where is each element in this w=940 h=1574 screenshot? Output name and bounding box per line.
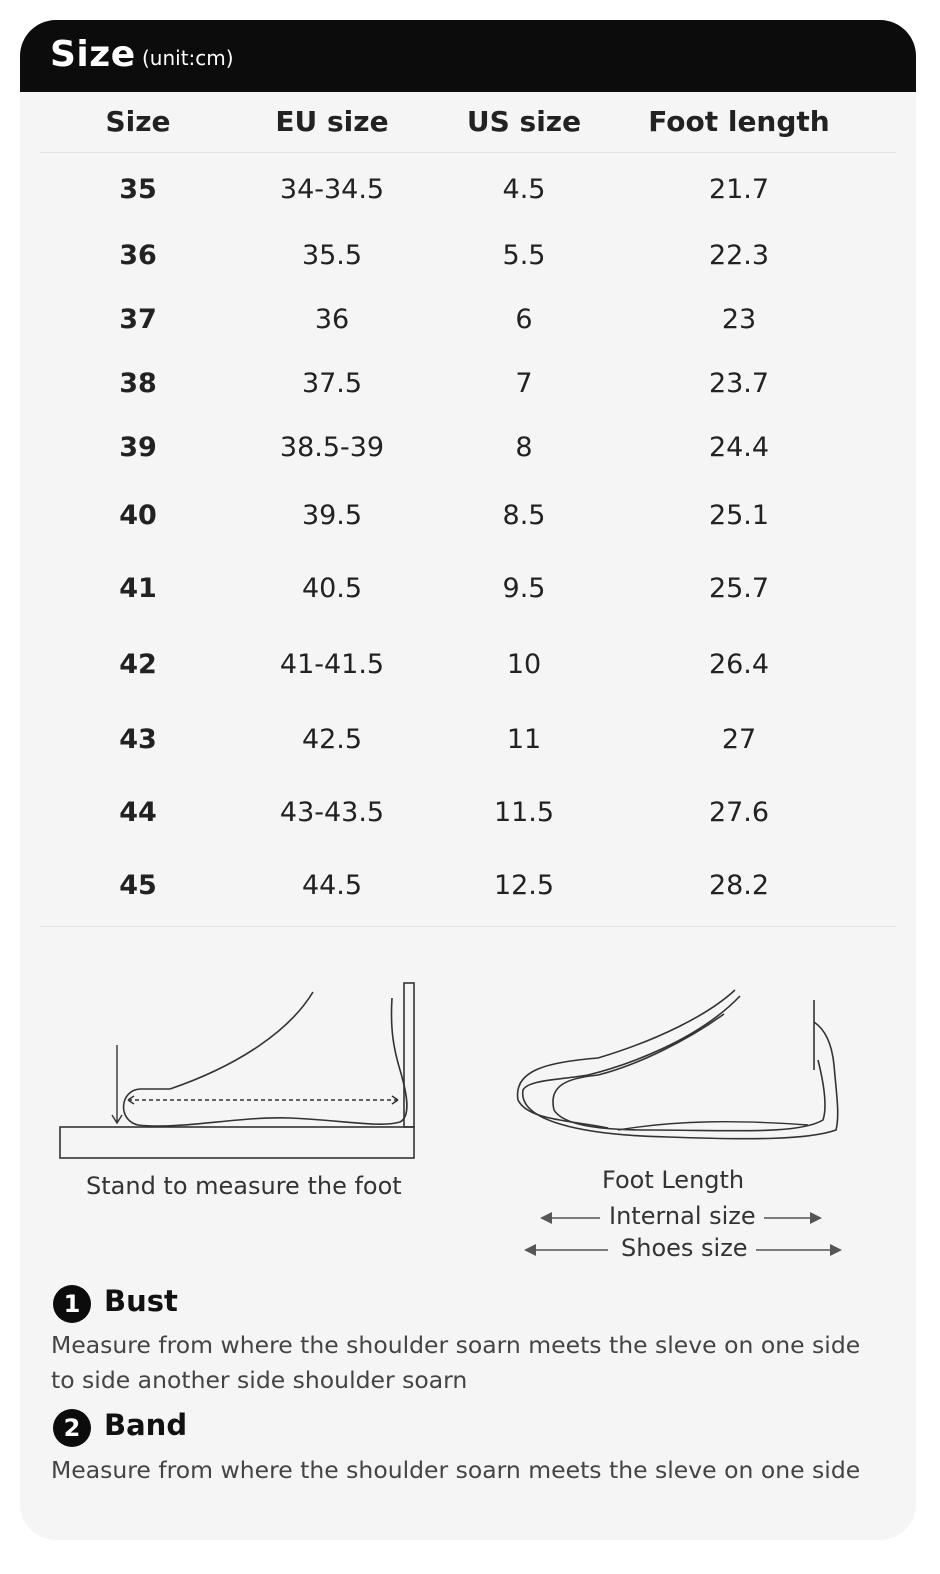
eu-size-cell: 43-43.5 [279,797,385,828]
size-cell: 40 [119,500,157,531]
note-title-band: Band [104,1408,188,1442]
header-divider [40,152,896,153]
measure-board [60,1127,414,1158]
us-size-cell: 11.5 [493,797,555,828]
foot-outline [124,998,407,1126]
size-cell: 44 [119,797,157,828]
eu-size-cell: 42.5 [301,724,363,755]
foot-length-cell: 23.7 [708,368,770,399]
size-cell: 38 [119,368,157,399]
shoes-size-label: Shoes size [621,1234,748,1262]
eu-size-cell: 44.5 [301,870,363,901]
eu-size-cell: 40.5 [301,573,363,604]
eu-size-cell: 35.5 [301,240,363,271]
foot-length-cell: 24.4 [708,432,770,463]
size-cell: 42 [119,649,157,680]
stand-measure-caption: Stand to measure the foot [86,1172,402,1200]
foot-length-cell: 25.7 [708,573,770,604]
note-number-badge: 2 [53,1409,91,1447]
size-cell: 36 [119,240,157,271]
foot-length-cell: 25.1 [708,500,770,531]
foot-length-cell: 22.3 [708,240,770,271]
foot-length-cell: 28.2 [708,870,770,901]
leg-outline [170,992,313,1089]
shoe-size-illustration [468,970,916,1170]
foot-length-cell: 23 [721,304,757,335]
foot-length-title: Foot Length [602,1166,745,1194]
us-size-cell: 8.5 [502,500,546,531]
internal-size-label: Internal size [609,1202,756,1230]
chart-unit: (unit:cm) [142,46,234,70]
foot-length-cell: 21.7 [708,174,770,205]
column-header-us-size: US size [466,105,582,138]
us-size-cell: 6 [515,304,533,335]
size-cell: 45 [119,870,157,901]
table-bottom-divider [40,926,896,927]
shoe-insole-outline [553,1014,825,1131]
note-number-badge: 1 [53,1285,91,1323]
size-chart-card [20,20,916,1540]
eu-size-cell: 36 [314,304,350,335]
chart-title: Size [50,34,136,75]
shoe-upper-outline [518,990,735,1128]
note-title-bust: Bust [104,1284,178,1318]
note-text-line: Measure from where the shoulder soarn meets the sleve on one side [51,1331,861,1359]
column-header-eu-size: EU size [275,105,389,138]
note-text-line: Measure from where the shoulder soarn meets the sleve on one side [51,1456,861,1484]
foot-length-cell: 26.4 [708,649,770,680]
us-size-cell: 12.5 [493,870,555,901]
shoe-outer-outline [523,996,838,1139]
us-size-cell: 5.5 [502,240,546,271]
us-size-cell: 4.5 [502,174,546,205]
us-size-cell: 11 [506,724,542,755]
eu-size-cell: 41-41.5 [279,649,385,680]
us-size-cell: 10 [506,649,542,680]
eu-size-cell: 34-34.5 [279,174,385,205]
eu-size-cell: 38.5-39 [279,432,385,463]
note-text-line: to side another side shoulder soarn [51,1366,468,1394]
size-cell: 39 [119,432,157,463]
foot-length-cell: 27 [721,724,757,755]
chart-header [20,20,916,92]
us-size-cell: 9.5 [502,573,546,604]
eu-size-cell: 39.5 [301,500,363,531]
foot-length-cell: 27.6 [708,797,770,828]
column-header-foot-length: Foot length [648,105,830,138]
us-size-cell: 7 [515,368,533,399]
measure-wall [404,983,414,1127]
size-cell: 41 [119,573,157,604]
sole-inner-line [618,1122,808,1130]
eu-size-cell: 37.5 [301,368,363,399]
us-size-cell: 8 [515,432,533,463]
stand-foot-illustration [20,970,468,1170]
size-cell: 43 [119,724,157,755]
size-cell: 35 [119,174,157,205]
size-cell: 37 [119,304,157,335]
column-header-size: Size [105,105,171,138]
